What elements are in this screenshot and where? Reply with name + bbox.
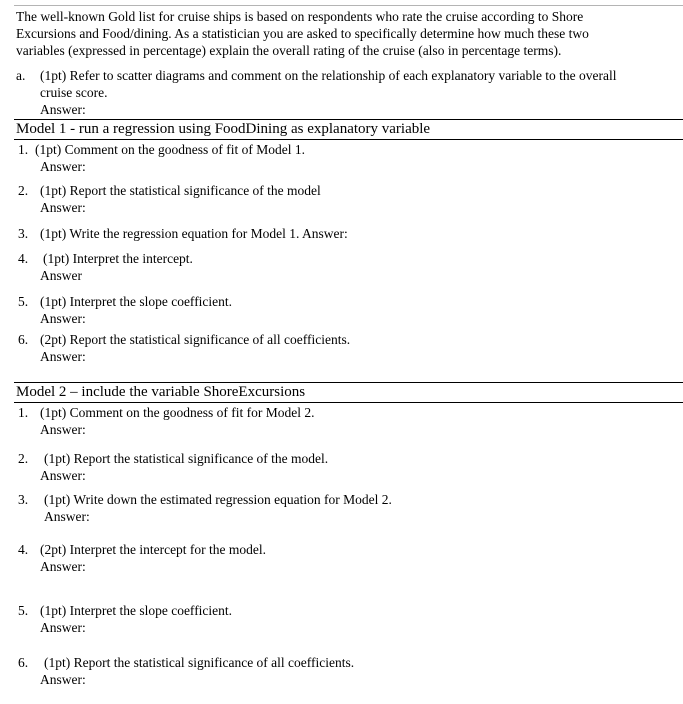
question-number: 1. <box>18 405 29 420</box>
question-text: (2pt) Interpret the intercept for the model. <box>40 542 267 557</box>
question-text: (1pt) Comment on the goodness of fit of Model 1. <box>35 142 305 157</box>
answer-label: Answer <box>40 268 82 283</box>
question-text: (1pt) Write down the estimated regression equation for Model 2. <box>44 492 392 507</box>
answer-label: Answer: <box>44 509 90 524</box>
answer-label: Answer: <box>40 559 86 574</box>
intro-paragraph <box>16 8 678 59</box>
question-number: 6. <box>18 655 29 670</box>
answer-label: Answer: <box>40 311 86 326</box>
answer-label: Answer: <box>40 422 86 437</box>
question-number: 4. <box>18 251 29 266</box>
model1-heading: Model 1 - run a regression using FoodDining as explanatory variable <box>16 121 431 137</box>
question-text: (1pt) Interpret the intercept. <box>43 251 193 266</box>
section-divider <box>14 139 683 140</box>
question-number: 5. <box>18 603 29 618</box>
question-text: (1pt) Write the regression equation for Model 1. Answer: <box>40 226 348 241</box>
question-number: 2. <box>18 451 29 466</box>
section-divider <box>14 119 683 120</box>
answer-label: Answer: <box>40 200 86 215</box>
question-number: 6. <box>18 332 29 347</box>
question-text: cruise score. <box>40 85 108 100</box>
question-number: 3. <box>18 492 29 507</box>
top-divider <box>14 5 683 6</box>
question-marker: a. <box>16 68 26 83</box>
question-text: (2pt) Report the statistical significance of all coefficients. <box>40 332 351 347</box>
intro-line: The well-known Gold list for cruise ships is based on respondents who rate the cruise according to Shore <box>16 9 584 24</box>
section-divider <box>14 382 683 383</box>
intro-line: variables (expressed in percentage) explain the overall rating of the cruise (also in percentage terms). <box>16 43 562 58</box>
question-number: 5. <box>18 294 29 309</box>
question-text: (1pt) Report the statistical significance of all coefficients. <box>44 655 355 670</box>
question-text: (1pt) Report the statistical significance of the model. <box>44 451 329 466</box>
question-text: (1pt) Comment on the goodness of fit for Model 2. <box>40 405 315 420</box>
question-number: 1. <box>18 142 29 157</box>
question-text: (1pt) Report the statistical significance of the model <box>40 183 321 198</box>
answer-label: Answer: <box>40 159 86 174</box>
answer-label: Answer: <box>40 620 86 635</box>
question-number: 2. <box>18 183 29 198</box>
question-text: (1pt) Interpret the slope coefficient. <box>40 294 233 309</box>
answer-label: Answer: <box>40 672 86 687</box>
section-divider <box>14 402 683 403</box>
answer-label: Answer: <box>40 102 86 117</box>
question-text: (1pt) Refer to scatter diagrams and comment on the relationship of each explanatory variable to the overall <box>40 68 617 83</box>
question-number: 3. <box>18 226 29 241</box>
question-number: 4. <box>18 542 29 557</box>
answer-label: Answer: <box>40 468 86 483</box>
intro-line: Excursions and Food/dining. As a statistician you are asked to specifically determine how much these two <box>16 26 589 41</box>
model2-heading: Model 2 – include the variable ShoreExcursions <box>16 384 306 400</box>
question-text: (1pt) Interpret the slope coefficient. <box>40 603 233 618</box>
answer-label: Answer: <box>40 349 86 364</box>
